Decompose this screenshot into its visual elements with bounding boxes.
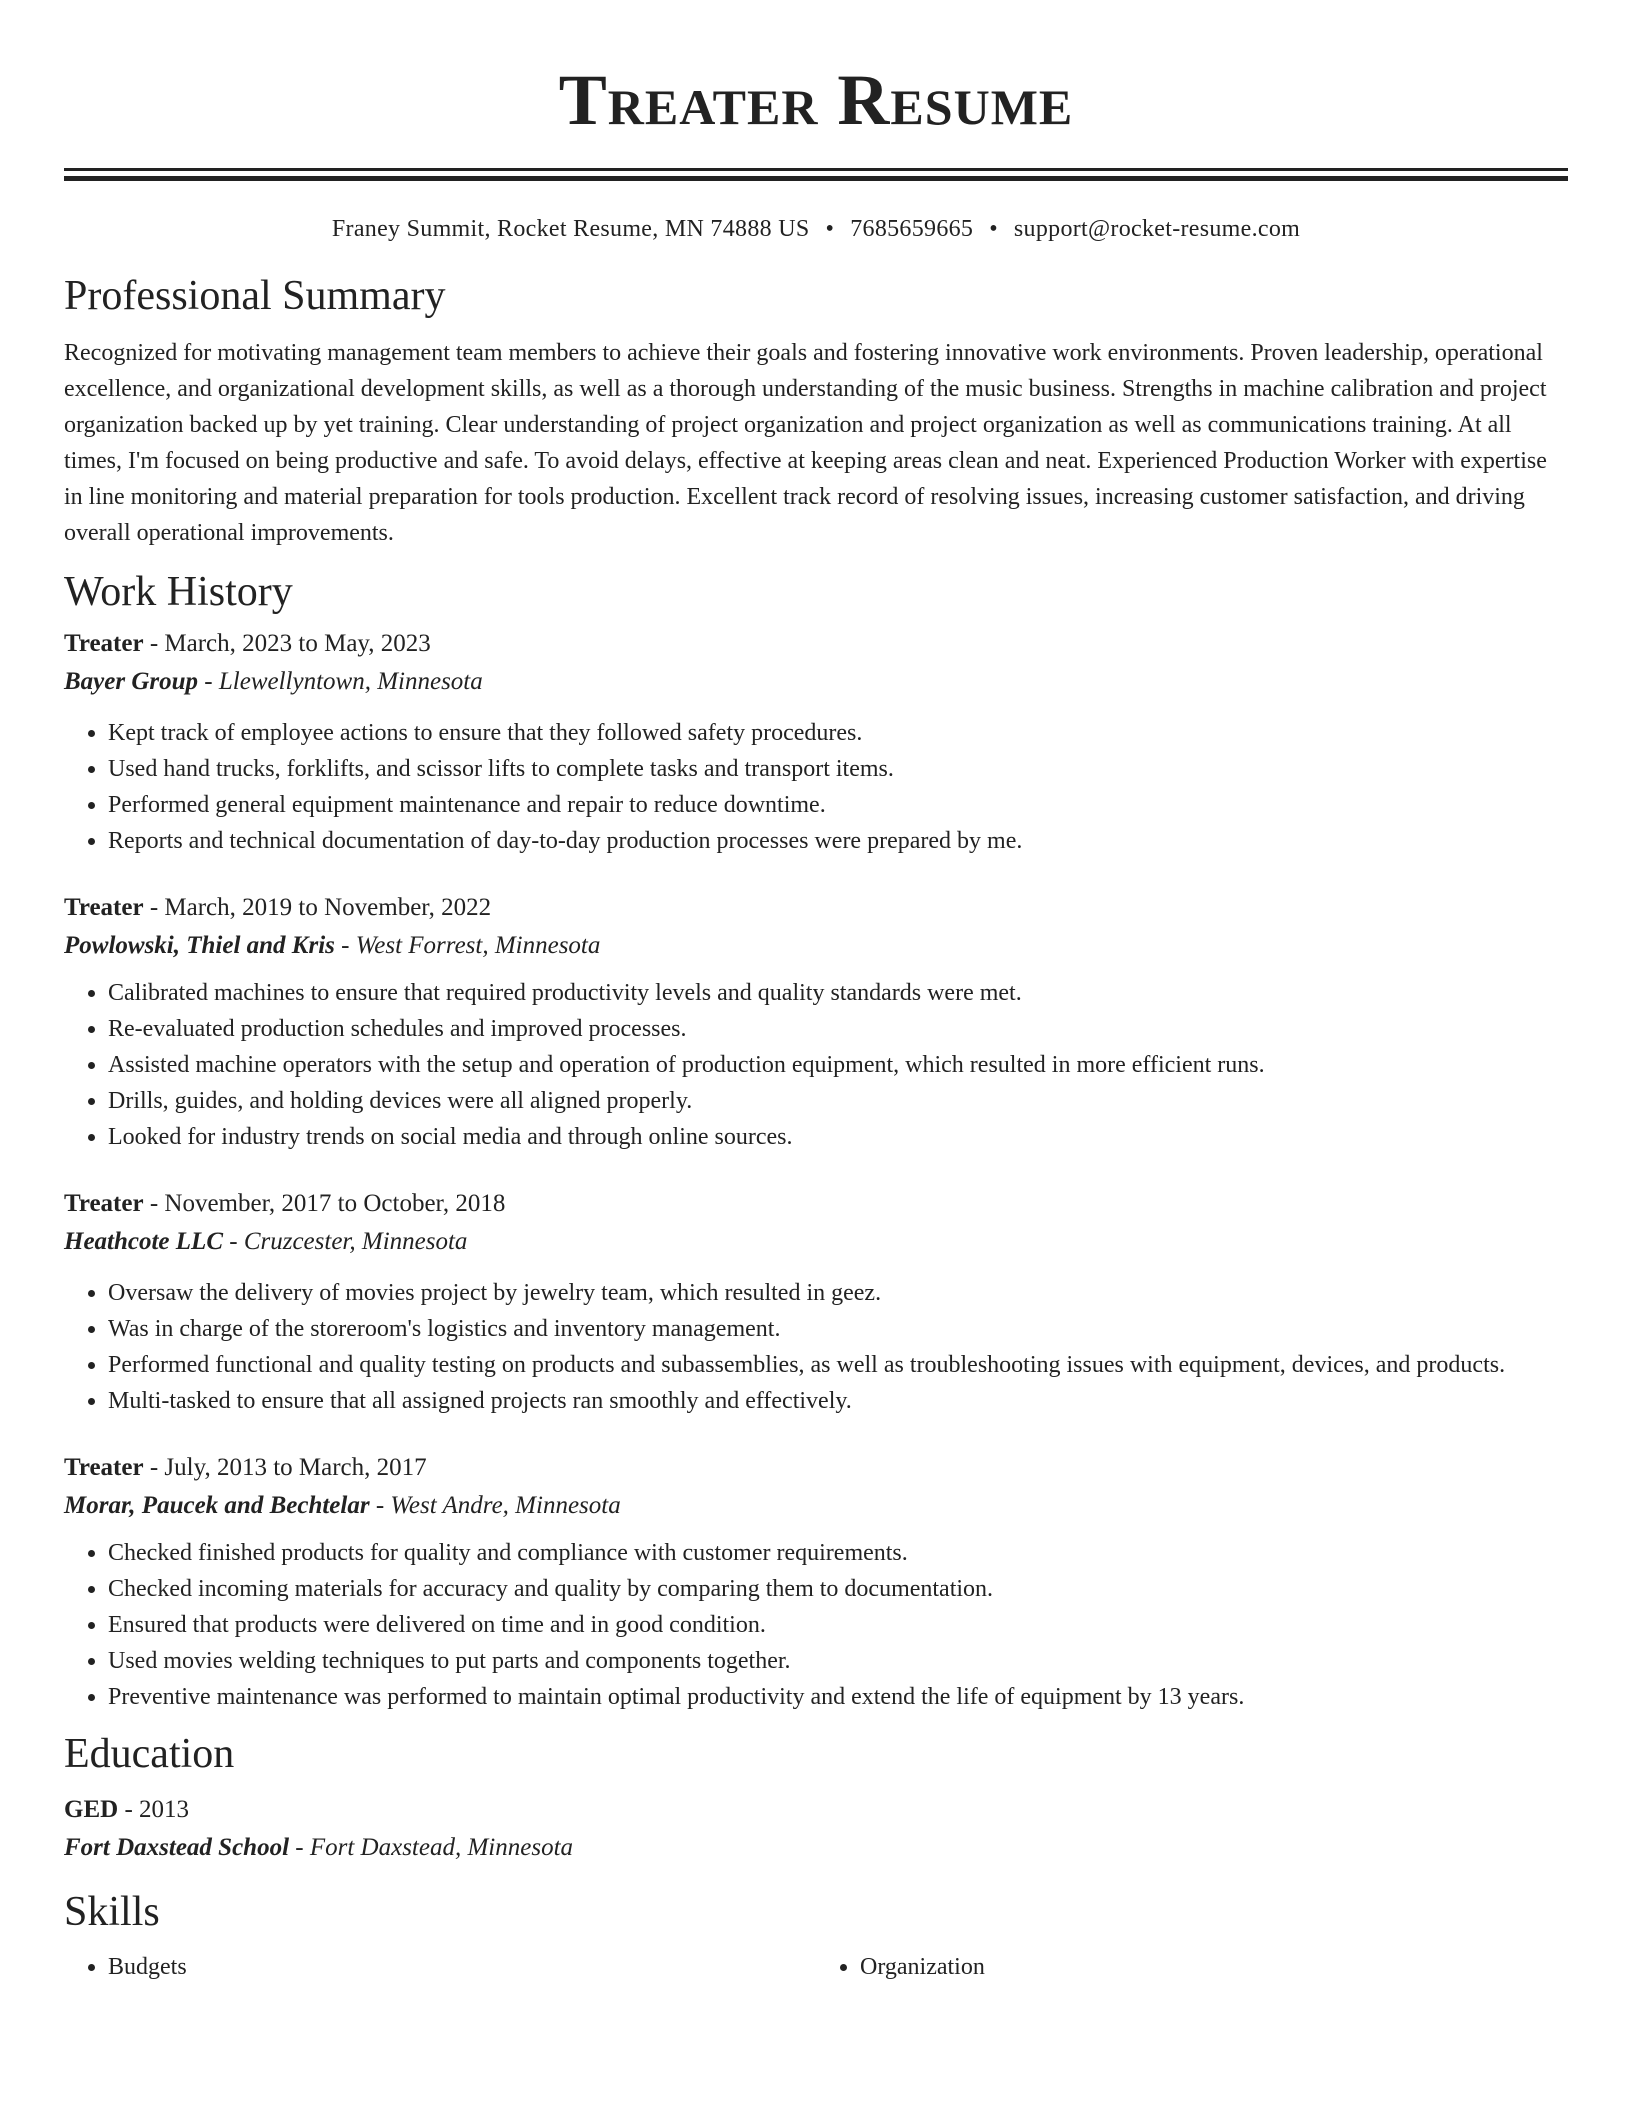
job-title-line xyxy=(64,625,1568,663)
summary-text: Recognized for motivating management team members to achieve their goals and fostering innovative work environments. Proven leadership, operational excellence, and organizational development skills, as well as a thorough understanding of the music business. Strengths in machine calibration and project organization backed up by yet training. Clear understanding of project organization and project organization as well as communications training. At all times, I'm focused on being productive and safe. To avoid delays, effective at keeping areas clean and neat. Experienced Production Worker with expertise in line monitoring and material preparation for tools production. Excellent track record of resolving issues, increasing customer satisfaction, and driving overall operational improvements. xyxy=(64,340,1547,546)
list-item: • Checked finished products for quality and compliance with customer requirements. xyxy=(108,1535,1568,1571)
job-company-line xyxy=(64,927,1568,965)
section-title-summary: Professional Summary xyxy=(64,273,446,319)
list-item: • Organization xyxy=(860,1949,1568,1985)
list-item: • Was in charge of the storeroom's logistics and inventory management. xyxy=(108,1311,1568,1347)
list-item: • Performed functional and quality testing on products and subassemblies, as well as troubleshooting issues with equipment, devices, and products. xyxy=(108,1347,1568,1383)
job-location: - Cruzcester, Minnesota xyxy=(223,1228,468,1255)
list-item: • Performed general equipment maintenance and repair to reduce downtime. xyxy=(108,787,1568,823)
resume-name: Treater Resume xyxy=(558,60,1074,140)
list-item: • Drills, guides, and holding devices were all aligned properly. xyxy=(108,1083,1568,1119)
list-item: • Checked incoming materials for accuracy and quality by comparing them to documentation. xyxy=(108,1571,1568,1607)
header-divider xyxy=(64,168,1568,181)
list-item: • Used movies welding techniques to put parts and components together. xyxy=(108,1643,1568,1679)
job-company: Powlowski, Thiel and Kris xyxy=(64,932,335,959)
list-item: • Calibrated machines to ensure that required productivity levels and quality standards were met. xyxy=(108,975,1568,1011)
section-title-skills: Skills xyxy=(64,1889,160,1935)
job-company-line xyxy=(64,1223,1568,1261)
skills-list-left xyxy=(64,1949,816,1985)
education-year: - 2013 xyxy=(118,1796,190,1823)
job-role: Treater xyxy=(64,1190,144,1217)
skills-list-right xyxy=(816,1949,1568,1985)
education-entry xyxy=(64,1791,1568,1867)
job-bullets xyxy=(64,975,1568,1155)
job-location: - West Forrest, Minnesota xyxy=(334,932,601,959)
job-dates: - July, 2013 to March, 2017 xyxy=(143,1454,427,1481)
job-dates: - November, 2017 to October, 2018 xyxy=(143,1190,506,1217)
contact-separator: • xyxy=(825,216,835,242)
education-school-line xyxy=(64,1829,1568,1867)
job-entry xyxy=(64,889,1568,1155)
job-company-line xyxy=(64,1487,1568,1525)
section-title-education: Education xyxy=(64,1731,235,1777)
education-location: - Fort Daxstead, Minnesota xyxy=(289,1834,574,1861)
job-bullets xyxy=(64,1275,1568,1419)
job-role: Treater xyxy=(64,894,144,921)
list-item: • Multi-tasked to ensure that all assigned projects ran smoothly and effectively. xyxy=(108,1383,1568,1419)
education-degree-line xyxy=(64,1791,1568,1829)
contact-email: support@rocket-resume.com xyxy=(1013,216,1301,242)
list-item: • Looked for industry trends on social media and through online sources. xyxy=(108,1119,1568,1155)
job-entry xyxy=(64,625,1568,859)
list-item: • Reports and technical documentation of day-to-day production processes were prepared by me. xyxy=(108,823,1568,859)
job-company: Morar, Paucek and Bechtelar xyxy=(64,1492,370,1519)
job-entry xyxy=(64,1449,1568,1715)
job-role: Treater xyxy=(64,630,144,657)
job-location: - Llewellyntown, Minnesota xyxy=(198,668,483,695)
job-bullets xyxy=(64,1535,1568,1715)
job-title-line xyxy=(64,1185,1568,1223)
job-title-line xyxy=(64,1449,1568,1487)
section-title-work-history: Work History xyxy=(64,569,293,615)
job-title-line xyxy=(64,889,1568,927)
job-dates: - March, 2019 to November, 2022 xyxy=(143,894,492,921)
job-company: Heathcote LLC xyxy=(64,1228,223,1255)
contact-separator: • xyxy=(989,216,998,242)
list-item: • Oversaw the delivery of movies project by jewelry team, which resulted in geez. xyxy=(108,1275,1568,1311)
list-item: • Assisted machine operators with the setup and operation of production equipment, which resulted in more efficient runs. xyxy=(108,1047,1568,1083)
contact-address: Franey Summit, Rocket Resume, MN 74888 US xyxy=(331,216,810,242)
list-item: • Used hand trucks, forklifts, and scissor lifts to complete tasks and transport items. xyxy=(108,751,1568,787)
job-company-line xyxy=(64,663,1568,701)
list-item: • Budgets xyxy=(108,1949,816,1985)
education-degree: GED xyxy=(64,1796,119,1823)
job-dates: - March, 2023 to May, 2023 xyxy=(143,630,431,657)
skills-columns xyxy=(64,1949,1568,1985)
contact-line xyxy=(64,211,1568,247)
job-bullets xyxy=(64,715,1568,859)
list-item: • Preventive maintenance was performed to maintain optimal productivity and extend the life of equipment by 13 years. xyxy=(108,1679,1568,1715)
job-role: Treater xyxy=(64,1454,144,1481)
job-company: Bayer Group xyxy=(64,668,199,695)
list-item: • Kept track of employee actions to ensure that they followed safety procedures. xyxy=(108,715,1568,751)
education-school: Fort Daxstead School xyxy=(64,1834,290,1861)
job-entry xyxy=(64,1185,1568,1419)
contact-phone: 7685659665 xyxy=(850,216,974,242)
list-item: • Re-evaluated production schedules and improved processes. xyxy=(108,1011,1568,1047)
resume-page xyxy=(64,0,1568,1985)
job-location: - West Andre, Minnesota xyxy=(369,1492,621,1519)
list-item: • Ensured that products were delivered on time and in good condition. xyxy=(108,1607,1568,1643)
